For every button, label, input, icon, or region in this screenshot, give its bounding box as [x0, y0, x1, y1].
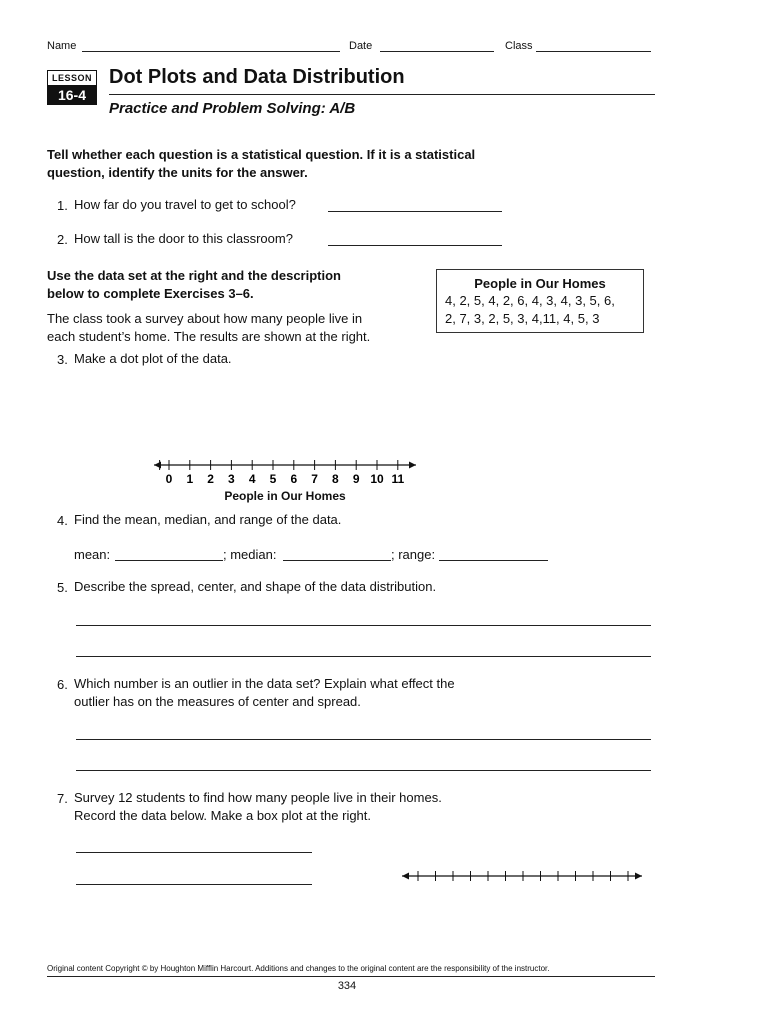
median-label: ; median: — [223, 547, 277, 562]
data-box-title: People in Our Homes — [474, 276, 606, 291]
q7-text-line-2: Record the data below. Make a box plot at the right. — [74, 808, 372, 823]
tick-label: 10 — [370, 472, 384, 486]
description-line-2: each student’s home. The results are shown at the right. — [47, 329, 371, 344]
median-field[interactable] — [283, 560, 391, 561]
arrow-right-icon — [409, 462, 416, 469]
dot-plot-axis-label: People in Our Homes — [224, 489, 346, 503]
q7-data-line-1[interactable] — [76, 852, 312, 853]
lesson-badge-number: 16-4 — [47, 85, 97, 105]
tick-label: 4 — [248, 472, 256, 486]
q1-answer-field[interactable] — [328, 211, 502, 212]
tick-label: 1 — [186, 472, 194, 486]
instructions-1-line-2: question, identify the units for the answer. — [47, 165, 308, 180]
q2-text: How tall is the door to this classroom? — [74, 231, 293, 246]
q5-text: Describe the spread, center, and shape of the data distribution. — [74, 579, 437, 594]
q6-text-line-1: Which number is an outlier in the data set? Explain what effect the — [74, 676, 455, 691]
page-title: Dot Plots and Data Distribution — [109, 66, 405, 88]
q7-data-line-2[interactable] — [76, 884, 312, 885]
q6-number: 6. — [57, 677, 68, 692]
q6-answer-line-2[interactable] — [76, 770, 651, 771]
range-label: ; range: — [391, 547, 436, 562]
q2-number: 2. — [57, 232, 68, 247]
instructions-1-line-1: Tell whether each question is a statistical question. If it is a statistical — [47, 147, 476, 162]
tick-label: 8 — [332, 472, 339, 486]
arrow-right-icon — [635, 873, 642, 880]
mean-field[interactable] — [115, 560, 223, 561]
date-label: Date — [349, 40, 373, 52]
name-label: Name — [47, 40, 77, 52]
q5-answer-line-1[interactable] — [76, 625, 651, 626]
arrow-left-icon — [402, 873, 409, 880]
tick-label: 6 — [290, 472, 298, 486]
q7-text-line-1: Survey 12 students to find how many people live in their homes. — [74, 790, 442, 805]
title-rule — [109, 94, 655, 95]
page-subtitle: Practice and Problem Solving: A/B — [109, 100, 356, 117]
q5-number: 5. — [57, 580, 68, 595]
q4-text: Find the mean, median, and range of the data. — [74, 512, 342, 527]
tick-label: 0 — [165, 472, 173, 486]
description-line-1: The class took a survey about how many people live in — [47, 311, 363, 326]
q6-text-line-2: outlier has on the measures of center and spread. — [74, 694, 361, 709]
range-field[interactable] — [439, 560, 548, 561]
q2-answer-field[interactable] — [328, 245, 502, 246]
lesson-badge-label: LESSON — [47, 70, 97, 86]
instructions-2-line-1: Use the data set at the right and the description — [47, 268, 341, 283]
copyright-notice: Original content Copyright © by Houghton Mifflin Harcourt. Additions and changes to the original content are the responsibility of the instructor. — [47, 964, 550, 973]
q5-answer-line-2[interactable] — [76, 656, 651, 657]
tick-label: 7 — [311, 472, 318, 486]
data-box — [436, 269, 644, 333]
q7-number: 7. — [57, 791, 68, 806]
class-field[interactable] — [536, 51, 651, 52]
q6-answer-line-1[interactable] — [76, 739, 651, 740]
q3-number: 3. — [57, 352, 68, 367]
q1-number: 1. — [57, 198, 68, 213]
tick-label: 3 — [228, 472, 235, 486]
page-number: 334 — [337, 980, 357, 992]
instructions-2-line-2: below to complete Exercises 3–6. — [47, 286, 254, 301]
name-field[interactable] — [82, 51, 340, 52]
q4-number: 4. — [57, 513, 68, 528]
q1-text: How far do you travel to get to school? — [74, 197, 296, 212]
data-box-values-line-2: 2, 7, 3, 2, 5, 3, 4,11, 4, 5, 3 — [445, 311, 600, 326]
class-label: Class — [505, 40, 533, 52]
tick-label: 9 — [352, 472, 360, 486]
footer-rule — [47, 976, 655, 977]
q3-text: Make a dot plot of the data. — [74, 351, 232, 366]
box-plot-number-line — [398, 866, 648, 886]
date-field[interactable] — [380, 51, 494, 52]
tick-label: 5 — [269, 472, 277, 486]
data-box-values-line-1: 4, 2, 5, 4, 2, 6, 4, 3, 4, 3, 5, 6, — [445, 293, 615, 308]
tick-label: 11 — [391, 472, 405, 486]
mean-label: mean: — [74, 547, 111, 562]
tick-label: 2 — [207, 472, 214, 486]
